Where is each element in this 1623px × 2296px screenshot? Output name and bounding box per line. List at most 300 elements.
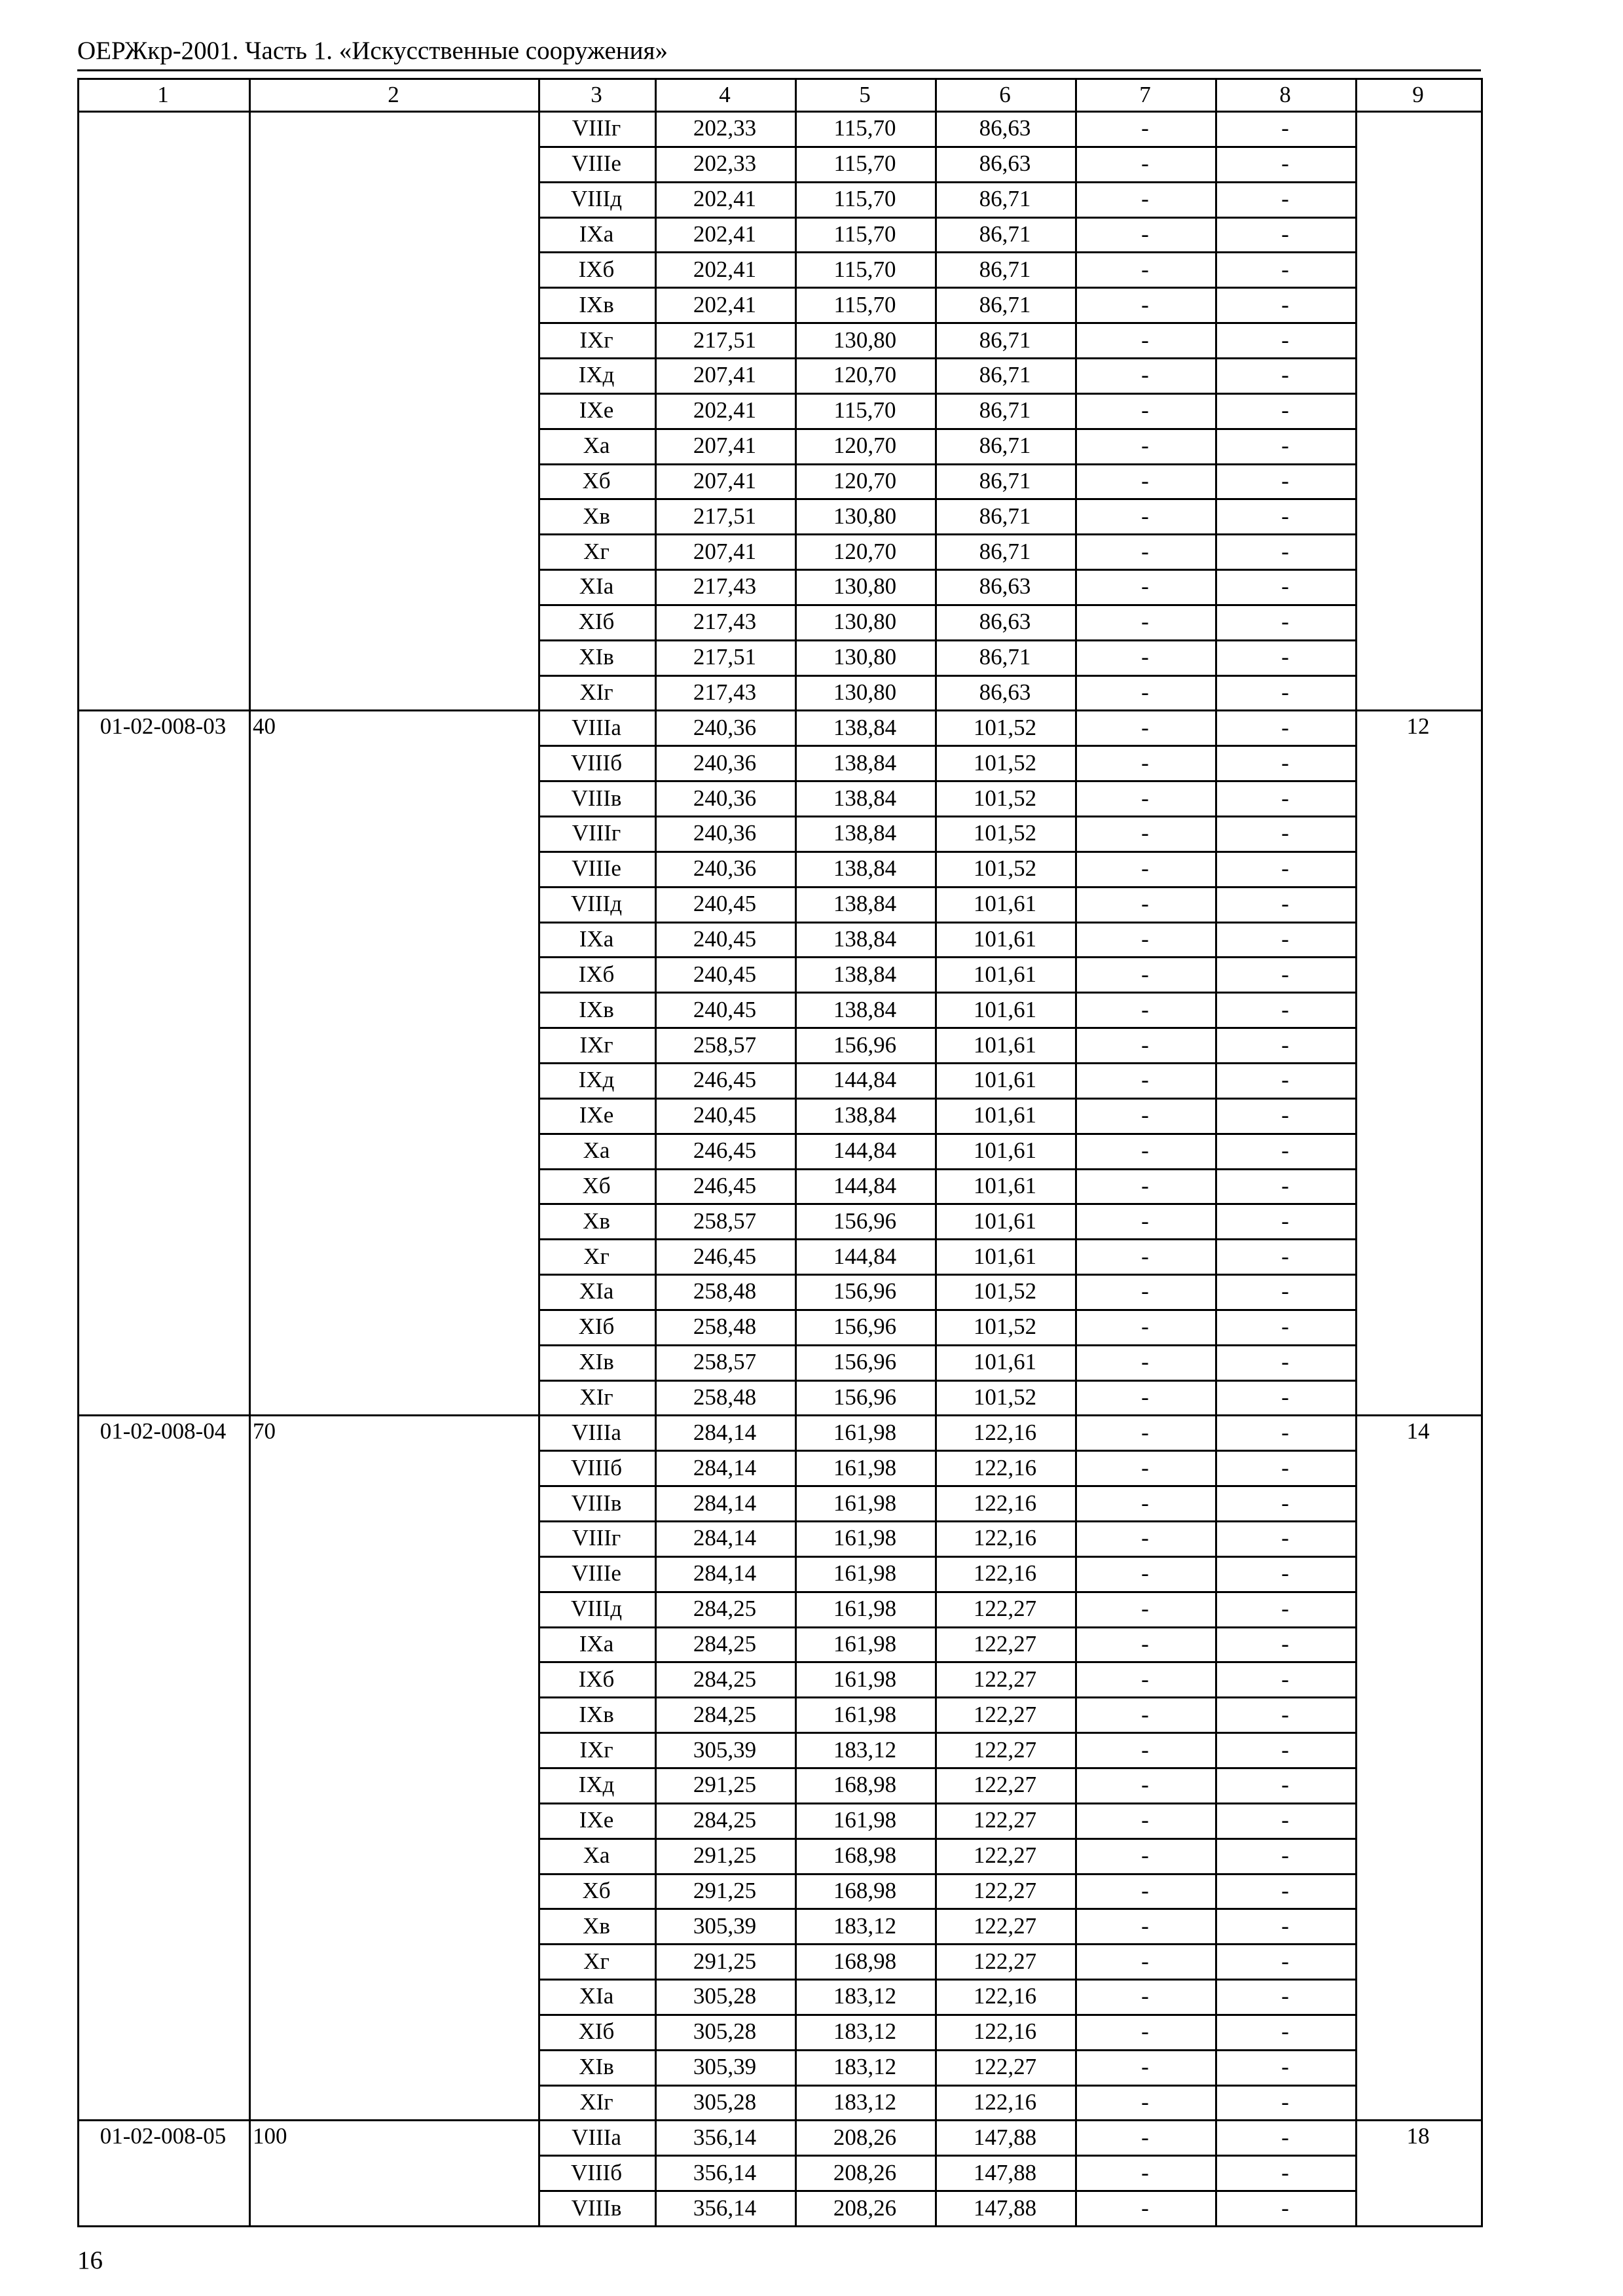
column-line — [655, 78, 657, 2227]
table-cell: 305,28 — [693, 1983, 757, 2009]
row-separator — [538, 1203, 1355, 1205]
table-cell: Xг — [583, 538, 610, 564]
table-cell: - — [1141, 1807, 1149, 1833]
table-cell: VIIIе — [572, 1560, 621, 1587]
table-cell: Xб — [582, 1172, 611, 1198]
row-separator — [538, 1238, 1355, 1240]
table-cell: VIIIв — [571, 785, 622, 811]
table-cell: 217,51 — [693, 503, 757, 529]
table-cell: - — [1141, 891, 1149, 917]
table-cell: VIIIб — [570, 1454, 623, 1480]
table-cell: 240,45 — [693, 925, 757, 952]
table-cell: IXг — [579, 1031, 613, 1058]
page-number: 16 — [77, 2246, 103, 2274]
table-cell: 258,48 — [693, 1314, 757, 1340]
table-cell: IXе — [579, 397, 614, 423]
table-cell: - — [1141, 397, 1149, 423]
table-cell: - — [1281, 186, 1289, 212]
table-cell: XIа — [579, 573, 614, 600]
table-cell: - — [1141, 820, 1149, 846]
table-cell: 101,61 — [973, 961, 1037, 987]
table-cell: 161,98 — [833, 1419, 897, 1445]
table-cell: XIг — [579, 1384, 613, 1410]
table-cell: 183,12 — [833, 2089, 897, 2115]
table-cell: 101,61 — [973, 996, 1037, 1022]
table-cell: 86,71 — [979, 467, 1031, 493]
table-cell: - — [1141, 785, 1149, 811]
rates-table — [77, 78, 1481, 2225]
table-cell: - — [1281, 115, 1289, 141]
table-cell: - — [1281, 749, 1289, 776]
table-cell: 86,63 — [979, 679, 1031, 706]
table-cell: - — [1281, 855, 1289, 882]
table-cell: - — [1141, 679, 1149, 706]
table-cell: 161,98 — [833, 1454, 897, 1480]
table-cell: - — [1141, 2089, 1149, 2115]
column-line — [795, 78, 797, 2227]
table-cell: 202,41 — [693, 291, 757, 317]
table-cell: 130,80 — [833, 327, 897, 353]
table-cell: 258,57 — [693, 1208, 757, 1234]
table-cell: Xг — [583, 1948, 610, 1974]
table-cell: 183,12 — [833, 2054, 897, 2080]
table-cell: 138,84 — [833, 925, 897, 952]
table-cell: Xб — [582, 467, 611, 493]
table-cell: 122,27 — [973, 1912, 1037, 1939]
table-cell: 284,14 — [693, 1525, 757, 1551]
table-cell: 246,45 — [693, 1067, 757, 1093]
table-cell: XIб — [578, 1314, 615, 1340]
table-cell: - — [1141, 538, 1149, 564]
table-cell: 115,70 — [833, 256, 896, 282]
table-cell: 207,41 — [693, 467, 757, 493]
table-cell: 305,39 — [693, 1912, 757, 1939]
table-cell: - — [1141, 256, 1149, 282]
row-separator — [538, 992, 1355, 994]
table-cell: - — [1281, 1208, 1289, 1234]
table-cell: 161,98 — [833, 1807, 897, 1833]
row-separator — [538, 2014, 1355, 2016]
row-separator — [538, 393, 1355, 395]
table-cell: VIIIе — [572, 151, 621, 177]
table-cell: 284,25 — [693, 1807, 757, 1833]
table-cell: 86,71 — [979, 186, 1031, 212]
column-line — [1355, 78, 1357, 2227]
table-cell: 258,57 — [693, 1031, 757, 1058]
row-separator — [538, 1133, 1355, 1135]
table-cell: 208,26 — [833, 2159, 897, 2185]
table-cell: - — [1141, 1419, 1149, 1445]
column-header: 2 — [388, 81, 399, 107]
table-cell: 291,25 — [693, 1842, 757, 1869]
row-separator — [538, 1838, 1355, 1840]
table-cell: - — [1141, 1208, 1149, 1234]
table-cell: - — [1141, 1596, 1149, 1622]
table-cell: 183,12 — [833, 1736, 897, 1763]
column-line — [1215, 78, 1217, 2227]
group-col9: 18 — [1406, 2123, 1430, 2149]
table-cell: XIв — [579, 1349, 614, 1375]
table-cell: - — [1281, 1877, 1289, 1903]
table-cell: 130,80 — [833, 573, 897, 600]
table-cell: - — [1141, 855, 1149, 882]
table-cell: 161,98 — [833, 1701, 897, 1727]
row-separator — [538, 1803, 1355, 1804]
table-border-top — [77, 78, 1483, 80]
column-header: 3 — [591, 81, 602, 107]
table-cell: 258,57 — [693, 1349, 757, 1375]
table-cell: - — [1281, 2195, 1289, 2221]
table-cell: - — [1281, 503, 1289, 529]
table-cell: 305,28 — [693, 2089, 757, 2115]
table-cell: Xв — [583, 1208, 610, 1234]
table-cell: 122,27 — [973, 1807, 1037, 1833]
table-cell: 130,80 — [833, 503, 897, 529]
table-cell: - — [1281, 996, 1289, 1022]
table-cell: 101,61 — [973, 1138, 1037, 1164]
table-cell: Xа — [583, 1138, 610, 1164]
table-cell: - — [1281, 1948, 1289, 1974]
table-cell: - — [1141, 925, 1149, 952]
table-cell: 202,41 — [693, 397, 757, 423]
table-cell: 291,25 — [693, 1772, 757, 1798]
row-separator — [538, 569, 1355, 571]
table-cell: IXг — [579, 1736, 613, 1763]
table-cell: 156,96 — [833, 1031, 897, 1058]
table-cell: 246,45 — [693, 1172, 757, 1198]
table-cell: XIа — [579, 1278, 614, 1304]
group-col9: 12 — [1406, 713, 1430, 740]
table-cell: 138,84 — [833, 855, 897, 882]
table-cell: - — [1281, 1666, 1289, 1692]
column-header: 5 — [859, 81, 871, 107]
table-cell: 144,84 — [833, 1138, 897, 1164]
table-cell: - — [1281, 1243, 1289, 1269]
row-separator — [538, 1274, 1355, 1276]
table-cell: 144,84 — [833, 1243, 897, 1269]
table-cell: IXв — [579, 996, 614, 1022]
table-cell: 156,96 — [833, 1349, 897, 1375]
group-param — [249, 111, 538, 709]
table-cell: VIIIв — [571, 2195, 622, 2221]
table-cell: 101,52 — [973, 785, 1037, 811]
group-param: 40 — [253, 713, 276, 740]
table-cell: 86,71 — [979, 291, 1031, 317]
table-cell: 120,70 — [833, 538, 897, 564]
table-cell: - — [1281, 1349, 1289, 1375]
row-separator — [538, 498, 1355, 500]
table-cell: 305,39 — [693, 2054, 757, 2080]
row-separator — [538, 146, 1355, 148]
table-cell: 147,88 — [973, 2124, 1037, 2150]
table-cell: - — [1141, 1314, 1149, 1340]
table-cell: 207,41 — [693, 538, 757, 564]
row-separator — [538, 639, 1355, 641]
column-header: 7 — [1139, 81, 1151, 107]
table-cell: 122,27 — [973, 1666, 1037, 1692]
table-cell: 101,52 — [973, 1278, 1037, 1304]
row-separator — [538, 357, 1355, 359]
table-cell: - — [1281, 644, 1289, 670]
header-rule — [77, 69, 1481, 71]
row-separator — [538, 922, 1355, 924]
table-cell: - — [1141, 151, 1149, 177]
table-cell: VIIIа — [572, 714, 621, 740]
table-cell: 168,98 — [833, 1877, 897, 1903]
table-cell: 305,39 — [693, 1736, 757, 1763]
table-cell: 138,84 — [833, 749, 897, 776]
table-cell: 284,14 — [693, 1419, 757, 1445]
table-cell: - — [1281, 467, 1289, 493]
table-cell: 122,16 — [973, 2018, 1037, 2045]
table-cell: Xб — [582, 1877, 611, 1903]
column-header: 1 — [157, 81, 169, 107]
table-cell: - — [1281, 1807, 1289, 1833]
table-cell: - — [1141, 961, 1149, 987]
table-cell: 356,14 — [693, 2195, 757, 2221]
row-separator — [538, 1380, 1355, 1382]
table-cell: - — [1141, 996, 1149, 1022]
table-cell: 183,12 — [833, 1912, 897, 1939]
row-separator — [538, 851, 1355, 853]
table-cell: 240,36 — [693, 785, 757, 811]
table-cell: IXд — [578, 1067, 615, 1093]
group-param: 70 — [253, 1418, 276, 1444]
table-cell: 144,84 — [833, 1067, 897, 1093]
row-separator — [538, 1309, 1355, 1311]
row-separator — [538, 1098, 1355, 1100]
table-cell: - — [1141, 1490, 1149, 1516]
table-cell: 168,98 — [833, 1842, 897, 1869]
table-cell: 161,98 — [833, 1560, 897, 1587]
table-cell: 101,61 — [973, 1031, 1037, 1058]
table-cell: 284,25 — [693, 1596, 757, 1622]
table-cell: 86,71 — [979, 433, 1031, 459]
row-separator — [538, 816, 1355, 817]
row-separator — [538, 1661, 1355, 1663]
table-cell: 86,63 — [979, 115, 1031, 141]
table-cell: IXб — [578, 256, 615, 282]
table-cell: 138,84 — [833, 891, 897, 917]
table-cell: 138,84 — [833, 785, 897, 811]
row-separator — [538, 1591, 1355, 1593]
table-cell: 86,71 — [979, 327, 1031, 353]
table-cell: 202,41 — [693, 221, 757, 247]
table-cell: 115,70 — [833, 186, 896, 212]
table-cell: 240,36 — [693, 820, 757, 846]
table-cell: 208,26 — [833, 2195, 897, 2221]
table-cell: VIIIа — [572, 2124, 621, 2150]
table-cell: - — [1281, 221, 1289, 247]
group-col9: 14 — [1406, 1418, 1430, 1444]
table-cell: - — [1281, 327, 1289, 353]
column-header: 8 — [1279, 81, 1291, 107]
table-cell: XIа — [579, 1983, 614, 2009]
table-cell: XIб — [578, 2018, 615, 2045]
table-cell: - — [1281, 2054, 1289, 2080]
table-cell: 217,51 — [693, 644, 757, 670]
table-cell: 284,25 — [693, 1630, 757, 1657]
table-cell: - — [1281, 1067, 1289, 1093]
table-cell: 130,80 — [833, 644, 897, 670]
table-cell: - — [1281, 1384, 1289, 1410]
row-separator — [538, 956, 1355, 958]
table-cell: 240,45 — [693, 1102, 757, 1128]
table-cell: 202,33 — [693, 115, 757, 141]
table-cell: 122,16 — [973, 1525, 1037, 1551]
table-cell: 86,63 — [979, 151, 1031, 177]
table-cell: - — [1141, 1138, 1149, 1164]
table-cell: VIIIд — [570, 186, 623, 212]
table-cell: 101,61 — [973, 1243, 1037, 1269]
table-cell: 207,41 — [693, 433, 757, 459]
table-cell: 101,52 — [973, 820, 1037, 846]
table-cell: - — [1281, 1490, 1289, 1516]
table-cell: 258,48 — [693, 1278, 757, 1304]
table-cell: 284,14 — [693, 1490, 757, 1516]
rates-table-grid — [77, 78, 1481, 2225]
table-cell: 356,14 — [693, 2124, 757, 2150]
table-cell: - — [1281, 925, 1289, 952]
table-cell: - — [1281, 1596, 1289, 1622]
table-cell: - — [1141, 1031, 1149, 1058]
table-cell: - — [1281, 1912, 1289, 1939]
table-cell: - — [1281, 2124, 1289, 2150]
table-cell: VIIIа — [572, 1419, 621, 1445]
table-cell: - — [1281, 891, 1289, 917]
table-cell: - — [1141, 433, 1149, 459]
table-cell: - — [1141, 362, 1149, 388]
table-cell: Xа — [583, 433, 610, 459]
table-cell: 284,14 — [693, 1560, 757, 1587]
group-col9 — [1355, 111, 1481, 709]
table-cell: - — [1141, 1384, 1149, 1410]
table-cell: 101,52 — [973, 855, 1037, 882]
table-cell: - — [1141, 1948, 1149, 1974]
table-cell: - — [1141, 644, 1149, 670]
table-cell: - — [1141, 467, 1149, 493]
header-row-line — [77, 111, 1483, 113]
table-cell: - — [1281, 820, 1289, 846]
row-separator — [538, 1168, 1355, 1170]
row-separator — [538, 1062, 1355, 1064]
table-cell: - — [1281, 1031, 1289, 1058]
table-cell: - — [1141, 115, 1149, 141]
table-cell: Xг — [583, 1243, 610, 1269]
table-cell: 122,16 — [973, 1419, 1037, 1445]
row-separator — [538, 1732, 1355, 1734]
group-code: 01-02-008-04 — [100, 1418, 227, 1444]
table-cell: - — [1281, 609, 1289, 635]
table-cell: - — [1281, 1842, 1289, 1869]
row-separator — [538, 1908, 1355, 1910]
table-cell: 156,96 — [833, 1384, 897, 1410]
row-separator — [538, 217, 1355, 219]
table-cell: 101,61 — [973, 891, 1037, 917]
table-cell: - — [1141, 714, 1149, 740]
table-cell: - — [1281, 1314, 1289, 1340]
column-line — [935, 78, 937, 2227]
table-cell: - — [1141, 1877, 1149, 1903]
table-cell: - — [1141, 2124, 1149, 2150]
table-cell: VIIIе — [572, 855, 621, 882]
row-separator — [538, 1520, 1355, 1522]
table-cell: - — [1141, 2195, 1149, 2221]
table-cell: 122,16 — [973, 1560, 1037, 1587]
table-cell: - — [1141, 573, 1149, 600]
group-separator — [77, 2119, 1483, 2121]
table-cell: - — [1281, 679, 1289, 706]
table-cell: 138,84 — [833, 820, 897, 846]
table-cell: 291,25 — [693, 1877, 757, 1903]
table-cell: 115,70 — [833, 397, 896, 423]
table-cell: 122,16 — [973, 1490, 1037, 1516]
table-cell: 122,16 — [973, 2089, 1037, 2115]
row-separator — [538, 1556, 1355, 1558]
table-cell: - — [1141, 1983, 1149, 2009]
table-cell: VIIIв — [571, 1490, 622, 1516]
row-separator — [538, 2049, 1355, 2051]
group-param: 100 — [253, 2123, 287, 2149]
table-cell: 202,41 — [693, 186, 757, 212]
table-cell: VIIIг — [572, 820, 621, 846]
table-cell: - — [1141, 1912, 1149, 1939]
table-cell: XIв — [579, 2054, 614, 2080]
table-cell: - — [1281, 151, 1289, 177]
table-cell: XIб — [578, 609, 615, 635]
table-cell: - — [1281, 1560, 1289, 1587]
table-cell: 86,71 — [979, 503, 1031, 529]
row-separator — [538, 1344, 1355, 1346]
table-cell: - — [1281, 1419, 1289, 1445]
table-border-bottom — [77, 2225, 1483, 2227]
table-cell: IXа — [579, 925, 614, 952]
table-cell: 217,43 — [693, 609, 757, 635]
table-cell: 101,61 — [973, 1067, 1037, 1093]
table-cell: - — [1141, 1067, 1149, 1093]
table-cell: - — [1141, 1525, 1149, 1551]
table-cell: Xв — [583, 503, 610, 529]
column-line — [249, 78, 251, 2227]
table-cell: - — [1281, 1172, 1289, 1198]
row-separator — [538, 675, 1355, 677]
column-header: 4 — [719, 81, 731, 107]
row-separator — [538, 1626, 1355, 1628]
table-cell: Xв — [583, 1912, 610, 1939]
table-cell: 138,84 — [833, 996, 897, 1022]
table-cell: - — [1141, 749, 1149, 776]
table-cell: 122,27 — [973, 1736, 1037, 1763]
table-cell: 86,71 — [979, 538, 1031, 564]
row-separator — [538, 745, 1355, 747]
table-cell: 101,61 — [973, 1172, 1037, 1198]
table-cell: 138,84 — [833, 714, 897, 740]
row-separator — [538, 1873, 1355, 1875]
table-cell: 122,27 — [973, 1596, 1037, 1622]
table-cell: 86,71 — [979, 221, 1031, 247]
table-cell: 246,45 — [693, 1138, 757, 1164]
row-separator — [538, 428, 1355, 430]
group-code: 01-02-008-03 — [100, 713, 227, 740]
table-cell: - — [1281, 961, 1289, 987]
table-cell: VIIIб — [570, 749, 623, 776]
column-line — [77, 78, 79, 2227]
table-cell: - — [1281, 1102, 1289, 1128]
table-cell: 240,36 — [693, 714, 757, 740]
table-cell: 183,12 — [833, 2018, 897, 2045]
table-cell: - — [1281, 2018, 1289, 2045]
table-cell: 161,98 — [833, 1666, 897, 1692]
